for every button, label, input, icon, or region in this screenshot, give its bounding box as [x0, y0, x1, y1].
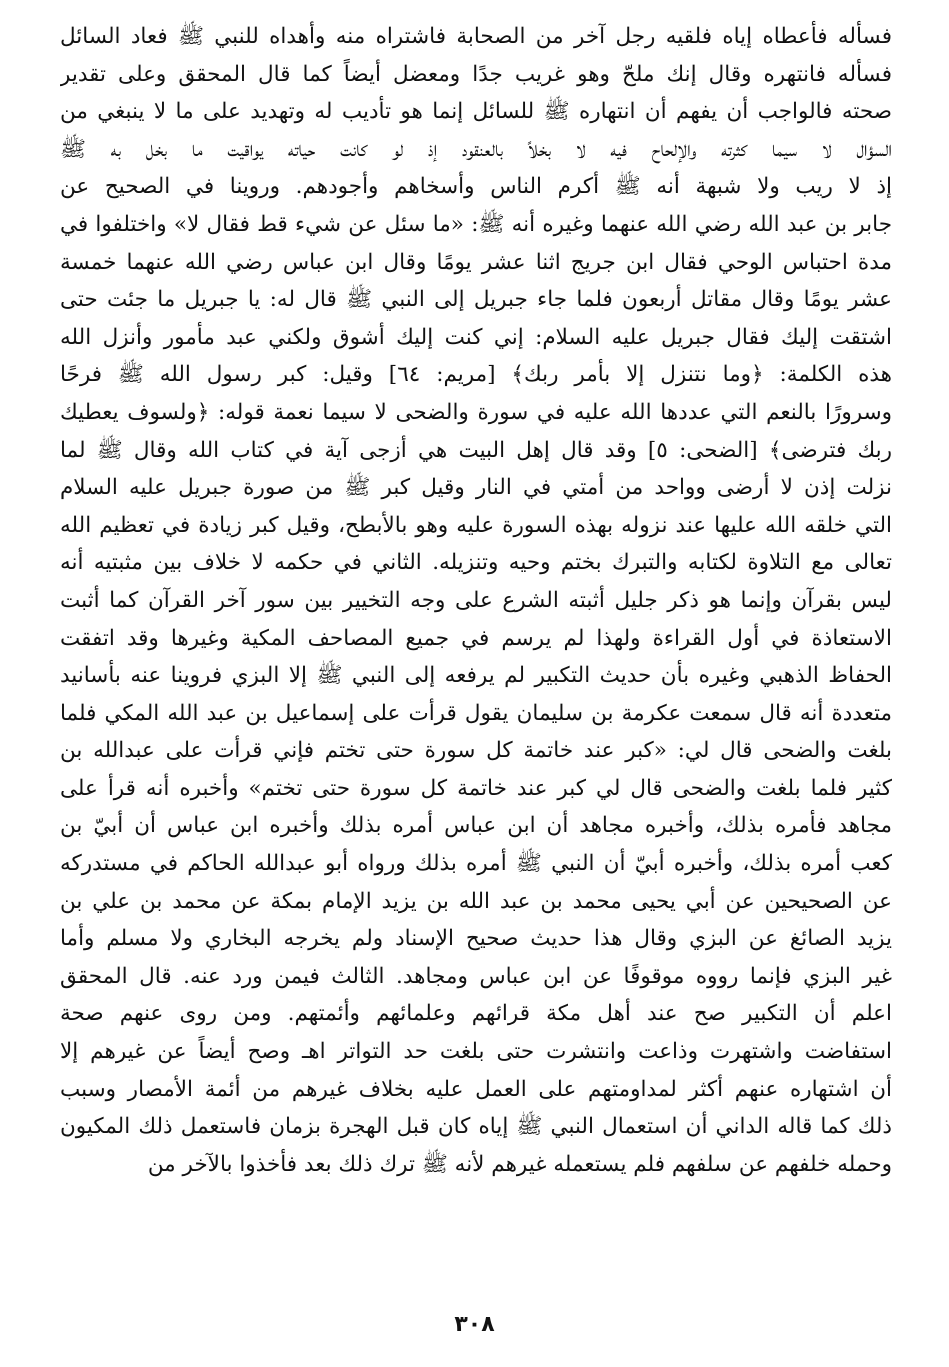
text-line: تعالى مع التلاوة لكتابه والتبرك بختم وحيه وتنزيله. الثاني في حكمه لا خلاف بين مثبتيه أنه — [60, 550, 892, 576]
text-line: الحفاظ الذهبي وغيره بأن حديث التكبير لم يرفعه إلى النبي ﷺ إلا البزي فروينا عنه بأسانيد — [60, 663, 892, 689]
text-line: جابر بن عبد الله رضي الله عنهما وغيره أنه ﷺ: «ما سئل عن شيء قط فقال لا» واختلفوا في — [60, 211, 892, 237]
text-line: التي خلقه الله عليها عند نزوله بهذه السورة عليه وهو بالأبطح، وقيل كبر زيادة في تعظيم الله — [60, 512, 892, 538]
text-line: السؤال لا سيما كثرته والإلحاح فيه لا بخلاً بالعنقود إذ لو كانت حياته يواقيت ما بخل به ﷺ — [60, 136, 892, 162]
text-line: ليس بقرآن وإنما هو ذكر جليل أثبته الشرع على وجه التخيير بين سور آخر القرآن كما أثبت — [60, 587, 892, 613]
text-line: عشر يومًا وقال مقاتل أربعون فلما جاء جبريل إلى النبي ﷺ قال له: يا جبريل ما جئت حتى — [60, 287, 892, 313]
text-line: استفاضت واشتهرت وذاعت وانتشرت حتى بلغت حد التواتر اهـ وصح أيضاً عن غيرهم إلا — [60, 1039, 892, 1065]
text-line: متعددة أنه قال سمعت عكرمة بن سليمان يقول قرأت على إسماعيل بن عبد الله المكي فلما — [60, 700, 892, 726]
text-line: عن الصحيحين عن أبي يحيى محمد بن عبد الله بن يزيد الإمام بمكة عن محمد بن علي بن — [60, 888, 892, 914]
text-line: أن اشتهاره عنهم أكثر لمداومتهم على العمل عليه بخلاف غيرهم من أئمة الأمصار وسبب — [60, 1076, 892, 1102]
text-line: فسأله فانتهره وقال إنك ملحّ وهو غريب جدًا ومعضل أيضاً كما قال المحقق وعلى تقدير — [60, 61, 892, 87]
text-line: مجاهد فأمره بذلك، وأخبره مجاهد أن ابن عباس أمره بذلك وأخبره ابن عباس أن أبيّ بن — [60, 813, 892, 839]
text-line: ذلك كما قاله الداني أن استعمال النبي ﷺ إياه كان قبل الهجرة بزمان فاستعمل ذلك المكيون — [60, 1114, 892, 1140]
text-line: نزلت إذن لا أرضى وواحد من أمتي في النار وقيل كبر ﷺ من صورة جبريل عليه السلام — [60, 475, 892, 501]
text-line: غير البزي فإنما رووه موقوفًا عن ابن عباس ومجاهد. الثالث فيمن ورد عنه. قال المحقق — [60, 963, 892, 989]
text-line: مدة احتباس الوحي فقال ابن جريج اثنا عشر يومًا وقال ابن عباس رضي الله عنهما خمسة — [60, 249, 892, 275]
text-line: كعب أمره بذلك، وأخبره أبيّ أن النبي ﷺ أمره بذلك ورواه أبو عبدالله الحاكم في مستدركه — [60, 851, 892, 877]
text-line: فسأله فأعطاه إياه فلقيه رجل آخر من الصحابة فاشتراه منه وأهداه للنبي ﷺ فعاد السائل — [60, 24, 892, 49]
text-line: هذه الكلمة: ﴿وما نتنزل إلا بأمر ربك﴾ [مريم: ٦٤] وقيل: كبر رسول الله ﷺ فرحًا — [60, 362, 892, 388]
text-line: وسرورًا بالنعم التي عددها الله عليه في سورة والضحى لا سيما نعمة قوله: ﴿ولسوف يعطيك — [60, 399, 892, 425]
text-line: اعلم أن التكبير صح عند أهل مكة قرائهم وعلمائهم وأئمتهم. ومن روى عنهم صحة — [60, 1001, 892, 1027]
page-body — [60, 18, 892, 1308]
text-line: وحمله خلفهم عن سلفهم فلم يستعمله غيرهم لأنه ﷺ ترك ذلك بعد فأخذوا بالآخر من — [147, 1151, 892, 1177]
text-line: الاستعاذة في أول القراءة ولهذا لم يرسم في جميع المصاحف المكية وغيرها وقد اتفقت — [60, 625, 892, 651]
text-line: يزيد الصائغ عن البزي وقال هذا حديث صحيح الإسناد ولم يخرجه البخاري ولا مسلم وأما — [60, 926, 892, 952]
text-line: اشتقت إليك فقال جبريل عليه السلام: إني كنت إليك أشوق ولكني عبد مأمور وأنزل الله — [60, 324, 892, 350]
text-line: صحته فالواجب أن يفهم أن انتهاره ﷺ للسائل إنما هو تأديب له وتهديد على ما لا ينبغي من — [60, 99, 892, 125]
text-line: ربك فترضى﴾ [الضحى: ٥] وقد قال إهل البيت هي أزجى آية في كتاب الله وقال ﷺ لما — [60, 437, 892, 463]
page-number: ٣٠٨ — [454, 1312, 495, 1337]
text-line: كثير فلما بلغت والضحى قال لي كبر عند خاتمة كل سورة حتى تختم» وأخبره أنه قرأ على — [60, 775, 892, 801]
text-line: إذ لا ريب ولا شبهة أنه ﷺ أكرم الناس وأسخاهم وأجودهم. وروينا في الصحيح عن — [60, 174, 892, 200]
text-line: بلغت والضحى قال لي: «كبر عند خاتمة كل سورة حتى تختم فإني قرأت على عبدالله بن — [60, 738, 892, 764]
